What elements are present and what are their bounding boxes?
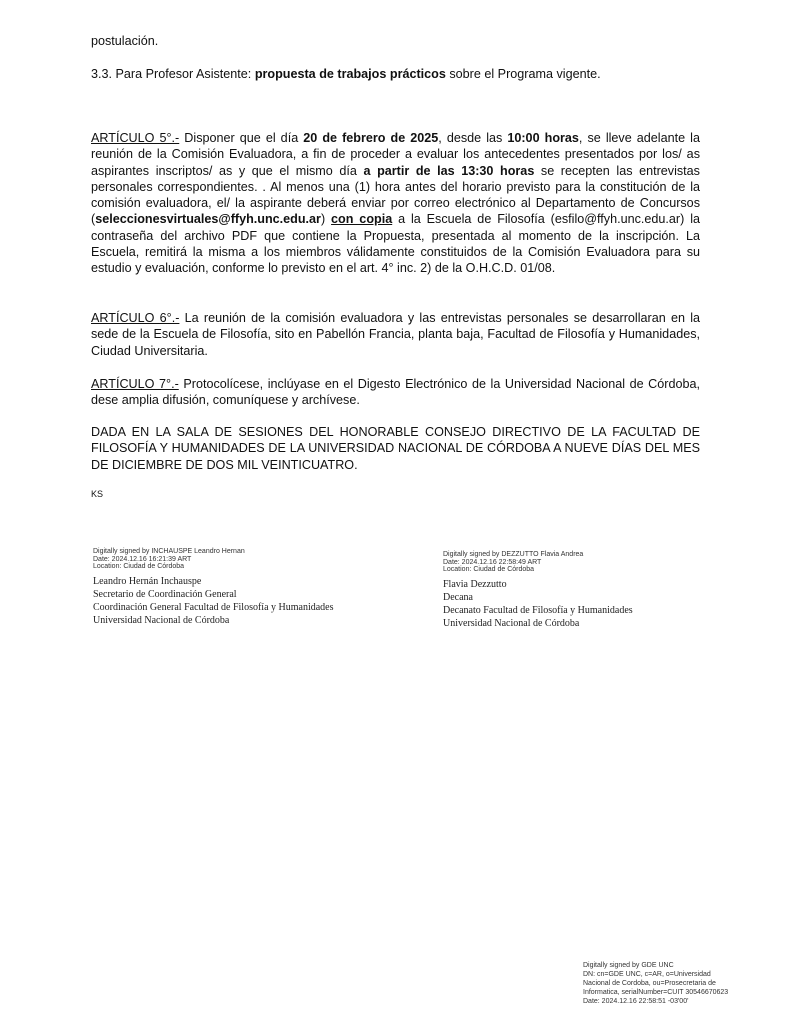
- article-5-time-start: 10:00 horas: [507, 131, 579, 145]
- footer-dn-3: Informatica, serialNumber=CUIT 30546670623: [583, 988, 729, 996]
- closing-statement: [91, 424, 700, 473]
- article-5-text-3: , se lleve adelante la reunión de la Comisión Evaluadora, a fin de proceder a evaluar los antecedentes presentados por los/ as aspirantes inscriptos/ as y que el mismo día: [91, 131, 700, 178]
- article-6-text: La reunión de la comisión evaluadora y las entrevistas personales se desarrollaran en la sede de la Escuela de Filosofía, sito en Pabellón Francia, planta baja, Facultad de Filosofía y Humanidades, Ciudad Universitaria.: [91, 311, 700, 358]
- item-3-3-emphasis: propuesta de trabajos prácticos: [254, 67, 446, 81]
- con-copia-label: con copia: [331, 212, 393, 227]
- closing-text: DADA EN LA SALA DE SESIONES DEL HONORABLE CONSEJO DIRECTIVO DE LA FACULTAD DE FILOSOFÍA Y HUMANIDADES DE LA UNIVERSIDAD NACIONAL DE CÓRDOBA A NUEVE DÍAS DEL MES DE DICIEMBRE DE DOS MIL VEINTICUATRO.: [91, 425, 700, 472]
- signer-office: Decanato Facultad de Filosofía y Humanidades: [443, 604, 633, 616]
- signer-office: Coordinación General Facultad de Filosofía y Humanidades: [93, 601, 334, 613]
- article-7-text: Protocolícese, inclúyase en el Digesto Electrónico de la Universidad Nacional de Córdoba, dese amplia difusión, comuníquese y archívese.: [91, 377, 700, 408]
- signer-name: Leandro Hernán Inchauspe: [93, 575, 202, 587]
- article-5-text-1: Disponer que el día: [179, 131, 304, 145]
- signer-role: Decana: [443, 591, 473, 603]
- signed-by: Digitally signed by INCHAUSPE Leandro Hernan: [93, 548, 245, 555]
- paragraph-continuation: [91, 33, 700, 49]
- signature-location: Location: Ciudad de Córdoba: [443, 566, 535, 573]
- footer-date: Date: 2024.12.16 22:58:51 -03'00': [583, 997, 689, 1005]
- footer-dn-2: Nacional de Cordoba, ou=Prosecretaria de: [583, 979, 716, 987]
- signer-role: Secretario de Coordinación General: [93, 588, 237, 600]
- signature-date: Date: 2024.12.16 22:58:49 ART: [443, 558, 542, 566]
- article-5-text-2: , desde las: [438, 131, 508, 145]
- signer-details-left: [93, 575, 393, 627]
- signer-institution: Universidad Nacional de Córdoba: [93, 614, 230, 626]
- signed-by: Digitally signed by DEZZUTTO Flavia Andrea: [443, 551, 584, 558]
- signer-name: Flavia Dezzutto: [443, 578, 507, 590]
- signer-details-right: [443, 578, 743, 630]
- digital-signature-stamp-right: [443, 551, 743, 574]
- item-3-3-lead: 3.3. Para Profesor Asistente:: [91, 67, 255, 81]
- signature-block-left: [93, 548, 393, 627]
- item-3-3-tail: sobre el Programa vigente.: [445, 67, 601, 81]
- continuation-text: postulación.: [91, 34, 159, 48]
- signature-block-right: [443, 551, 743, 630]
- article-5-text-4: se recepten las entrevistas personales correspondientes. . Al menos una (1) hora antes del horario previsto para la constitución de la comisión evaluadora, el/ la aspirante deberá enviar por correo electrónico al Departamento de Concursos (: [91, 163, 700, 227]
- article-6: [91, 310, 700, 359]
- initials: KS: [91, 489, 104, 499]
- article-5-text-6: a la Escuela de Filosofía (esfilo@ffyh.unc.edu.ar) la contraseña del archivo PDF que contiene la Propuesta, presentada al momento de la inscripción. La Escuela, remitirá la misma a los miembros válidamente constituidos de la Comisión Evaluadora para su estudio y evaluación, conforme lo previsto en el art. 4° inc. 2) de la O.H.C.D. 01/08.: [91, 212, 700, 276]
- footer-digital-signature: [583, 962, 773, 1007]
- digital-signature-stamp-left: [93, 548, 393, 571]
- article-5-date: 20 de febrero de 2025: [303, 131, 439, 145]
- article-5: [91, 130, 700, 277]
- footer-dn-1: DN: cn=GDE UNC, c=AR, o=Universidad: [583, 970, 711, 978]
- article-5-heading: ARTÍCULO 5°.-: [91, 131, 180, 145]
- article-7-heading: ARTÍCULO 7°.-: [91, 377, 179, 391]
- signature-location: Location: Ciudad de Córdoba: [93, 563, 185, 570]
- footer-signed-by: Digitally signed by GDE UNC: [583, 962, 674, 969]
- paragraph-3-3: [91, 66, 700, 82]
- article-6-heading: ARTÍCULO 6°.-: [91, 311, 180, 325]
- article-5-text-5: ): [320, 212, 332, 227]
- article-5-time-interviews: a partir de las 13:30 horas: [363, 163, 535, 178]
- article-7: [91, 376, 700, 409]
- signer-institution: Universidad Nacional de Córdoba: [443, 617, 580, 629]
- signature-date: Date: 2024.12.16 16:21:39 ART: [93, 555, 192, 563]
- concursos-email-link[interactable]: seleccionesvirtuales@ffyh.unc.edu.ar: [95, 212, 321, 227]
